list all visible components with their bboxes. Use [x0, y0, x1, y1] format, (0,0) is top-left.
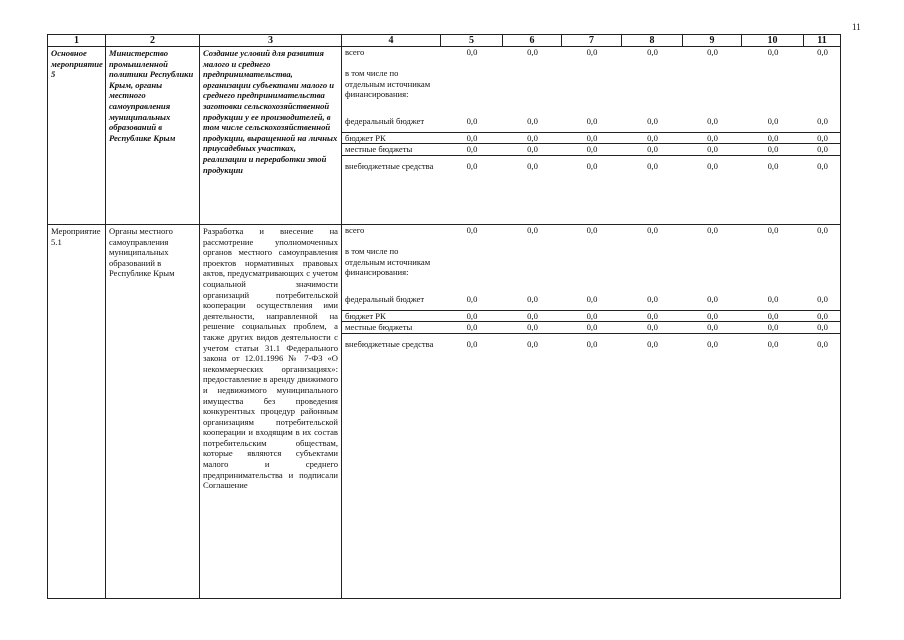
col-header-3: 3: [200, 35, 342, 47]
funding-value: 0,0: [804, 289, 841, 311]
funding-value: 0,0: [804, 310, 841, 322]
funding-row: [342, 111, 841, 133]
funding-value: 0,0: [441, 144, 503, 156]
funding-source-label: местные бюджеты: [342, 144, 441, 156]
funding-value: 0,0: [622, 310, 683, 322]
funding-row: [342, 58, 841, 111]
funding-value: 0,0: [647, 161, 658, 172]
funding-value: 0,0: [804, 111, 841, 133]
funding-source-label: в том числе по отдельным источникам финансирования:: [345, 246, 431, 278]
funding-value: [503, 58, 562, 111]
funding-value: 0,0: [441, 322, 503, 334]
funding-value: [804, 236, 841, 289]
header-row: [48, 35, 841, 47]
funding-value: 0,0: [503, 144, 562, 156]
funding-value: 0,0: [647, 339, 658, 350]
funding-row: [342, 236, 841, 289]
funding-value: 0,0: [562, 132, 622, 144]
sub-activity-row: [48, 225, 841, 599]
funding-value: 0,0: [503, 310, 562, 322]
funding-value: 0,0: [804, 144, 841, 156]
funding-value: [441, 58, 503, 111]
col-header-10: 10: [742, 35, 804, 47]
funding-value: [622, 58, 683, 111]
funding-value: 0,0: [466, 161, 478, 172]
funding-value: 0,0: [503, 111, 562, 133]
funding-value: 0,0: [503, 289, 562, 311]
funding-value: 0,0: [647, 225, 658, 235]
funding-source-label: всего: [345, 225, 365, 235]
funding-value: 0,0: [804, 132, 841, 144]
funding-value: [804, 58, 841, 111]
funding-source-label: внебюджетные средства: [345, 161, 434, 172]
funding-value: 0,0: [503, 132, 562, 144]
responsible-executor: Министерство промышленной политики Республики Крым, органы местного самоуправления муниципальных образований в Республике Крым: [109, 48, 194, 143]
funding-value: 0,0: [767, 339, 779, 350]
main-activity-row: [48, 47, 841, 225]
funding-value: [742, 58, 804, 111]
col-header-1: 1: [48, 35, 106, 47]
col-header-5: 5: [441, 35, 503, 47]
funding-value: 0,0: [817, 47, 828, 57]
funding-value: 0,0: [622, 322, 683, 334]
funding-value: 0,0: [742, 144, 804, 156]
funding-value: 0,0: [683, 132, 742, 144]
funding-value: 0,0: [817, 225, 828, 235]
funding-value: 0,0: [586, 225, 598, 235]
funding-value: 0,0: [742, 289, 804, 311]
funding-value: 0,0: [562, 310, 622, 322]
funding-value: 0,0: [817, 161, 828, 172]
funding-source-label: внебюджетные средства: [345, 339, 434, 350]
funding-value: 0,0: [527, 339, 538, 350]
col-header-2: 2: [106, 35, 200, 47]
page-number: 11: [852, 22, 861, 32]
funding-row: [342, 333, 841, 355]
funding-value: 0,0: [441, 132, 503, 144]
funding-row: [342, 155, 841, 177]
funding-value: 0,0: [503, 322, 562, 334]
funding-value: 0,0: [586, 161, 598, 172]
funding-sources-table: [342, 225, 841, 355]
col-header-4: 4: [342, 35, 441, 47]
funding-value: 0,0: [683, 322, 742, 334]
funding-source-label: федеральный бюджет: [342, 111, 441, 133]
funding-value: [683, 58, 742, 111]
funding-value: 0,0: [622, 132, 683, 144]
funding-value: 0,0: [817, 339, 828, 350]
funding-value: 0,0: [742, 132, 804, 144]
funding-value: 0,0: [441, 289, 503, 311]
funding-row: [342, 47, 841, 58]
funding-value: 0,0: [586, 339, 598, 350]
funding-value: 0,0: [742, 310, 804, 322]
funding-value: 0,0: [707, 161, 718, 172]
funding-row: [342, 225, 841, 236]
funding-source-label: всего: [345, 47, 365, 57]
funding-source-label: в том числе по отдельным источникам финансирования:: [345, 68, 431, 100]
funding-value: 0,0: [466, 339, 478, 350]
funding-value: 0,0: [562, 111, 622, 133]
funding-value: [562, 236, 622, 289]
funding-value: 0,0: [742, 322, 804, 334]
col-header-9: 9: [683, 35, 742, 47]
funding-value: 0,0: [562, 289, 622, 311]
funding-row: [342, 289, 841, 311]
funding-value: 0,0: [441, 111, 503, 133]
funding-value: 0,0: [622, 144, 683, 156]
funding-value: 0,0: [527, 47, 538, 57]
col-header-7: 7: [562, 35, 622, 47]
financing-table: [47, 34, 841, 599]
responsible-executor: Органы местного самоуправления муниципальных образований в Республике Крым: [109, 226, 175, 279]
funding-value: 0,0: [683, 111, 742, 133]
funding-value: 0,0: [562, 144, 622, 156]
funding-row: [342, 310, 841, 322]
funding-value: 0,0: [683, 144, 742, 156]
funding-value: 0,0: [742, 111, 804, 133]
funding-value: 0,0: [804, 322, 841, 334]
funding-value: 0,0: [767, 47, 779, 57]
funding-source-label: бюджет РК: [342, 132, 441, 144]
funding-value: 0,0: [466, 225, 478, 235]
funding-value: [441, 236, 503, 289]
funding-source-label: бюджет РК: [342, 310, 441, 322]
funding-value: 0,0: [767, 161, 779, 172]
funding-source-label: местные бюджеты: [342, 322, 441, 334]
funding-value: 0,0: [466, 47, 478, 57]
col-header-11: 11: [804, 35, 841, 47]
funding-value: 0,0: [647, 47, 658, 57]
funding-value: 0,0: [707, 225, 718, 235]
funding-value: [562, 58, 622, 111]
activity-description: Разработка и внесение на рассмотрение уполномоченных органов местного самоуправления проектов нормативных правовых актов, предусматривающих с учетом социальной значимости организаций потребительской кооперации осуществления ими деятельности, направленной на решение социальных проблем, а также других видов деятельности с учетом статьи 31.1 Федерального закона от 12.01.1996 № 7-ФЗ «О некоммерческих организациях»: предоставление в аренду движимого и недвижимого муниципального имущества без проведения конкурентных процедур районным организациям потребительской кооперации и входящим в их состав потребительским обществам, которые являются субъектами малого и среднего предпринимательства и подписали Соглашение: [203, 226, 338, 491]
activity-name: Основное мероприятие 5: [51, 48, 103, 80]
funding-row: [342, 322, 841, 334]
funding-value: 0,0: [562, 322, 622, 334]
activity-description: Создание условий для развития малого и среднего предпринимательства, организации субъектами малого и среднего предпринимательства заготовки сельскохозяйственной продукции у ее производителей, в том числе сельскохозяйственной продукции, выращенной на личных приусадебных участках, реализации и переработки этой продукции: [203, 48, 338, 175]
activity-name: Мероприятие 5.1: [51, 226, 101, 247]
funding-value: 0,0: [622, 111, 683, 133]
funding-value: [742, 236, 804, 289]
funding-source-label: федеральный бюджет: [342, 289, 441, 311]
funding-value: 0,0: [707, 47, 718, 57]
funding-value: 0,0: [767, 225, 779, 235]
funding-value: 0,0: [683, 310, 742, 322]
funding-value: 0,0: [683, 289, 742, 311]
funding-row: [342, 144, 841, 156]
funding-sources-table: [342, 47, 841, 177]
funding-value: [622, 236, 683, 289]
col-header-6: 6: [503, 35, 562, 47]
funding-value: [503, 236, 562, 289]
funding-value: 0,0: [586, 47, 598, 57]
funding-value: 0,0: [527, 225, 538, 235]
funding-value: 0,0: [441, 310, 503, 322]
funding-value: 0,0: [527, 161, 538, 172]
funding-row: [342, 132, 841, 144]
funding-value: [683, 236, 742, 289]
col-header-8: 8: [622, 35, 683, 47]
funding-value: 0,0: [622, 289, 683, 311]
funding-value: 0,0: [707, 339, 718, 350]
